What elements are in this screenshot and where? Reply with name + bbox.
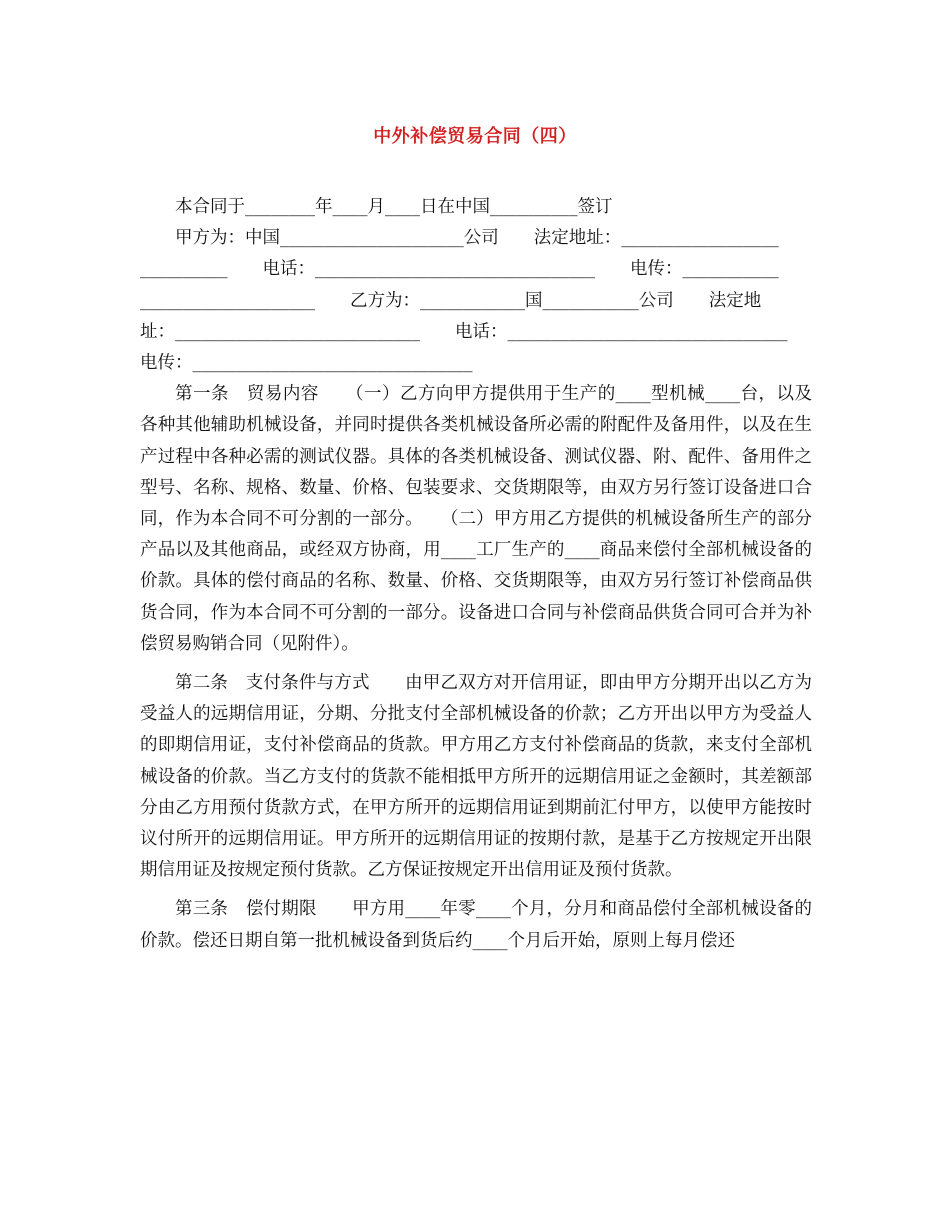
article-3: 第三条 偿付期限 甲方用____年零____个月，分月和商品偿付全部机械设备的价款。偿还日期自第一批机械设备到货后约____个月后开始，原则上每月偿还 — [140, 899, 812, 951]
preamble-line-3: __________ 电话：________________________________ 电传：___________ — [140, 259, 779, 280]
article-2: 第二条 支付条件与方式 由甲乙双方对开信用证，即由甲方分期开出以乙方为受益人的远期信用证，分期、分批支付全部机械设备的价款；乙方开出以甲方为受益人的即期信用证，支付补偿商品的货款。甲方用乙方支付补偿商品的货款，来支付全部机械设备的价款。当乙方支付的货款不能相抵甲方所开的远期信用证之金额时，其差额部分由乙方用预付货款方式，在甲方所开的远期信用证到期前汇付甲方，以使甲方能按时议付所开的远期信用证。甲方所开的远期信用证的按期付款，是基于乙方按规定开出限期信用证及按规定预付货款。乙方保证按规定开出信用证及预付货款。 — [140, 673, 812, 881]
preamble-line-4: ____________________ 乙方为：____________国___________公司 法定地 — [140, 290, 762, 311]
contract-body — [140, 192, 812, 957]
article-1: 第一条 贸易内容 （一）乙方向甲方提供用于生产的____型机械____台，以及各种其他辅助机械设备，并同时提供各类机械设备所必需的附配件及备用件，以及在生产过程中各种必需的测试仪器。具体的各类机械设备、测试仪器、附、配件、备用件之型号、名称、规格、数量、价格、包装要求、交货期限等，由双方另行签订设备进口合同，作为本合同不可分割的一部分。 （二）甲方用乙方提供的机械设备所生产的部分产品以及其他商品，或经双方协商，用____工厂生产的____商品来偿付全部机械设备的价款。具体的偿付商品的名称、数量、价格、交货期限等，由双方另行签订补偿商品供货合同，作为本合同不可分割的一部分。设备进口合同与补偿商品供货合同可合并为补偿贸易购销合同（见附件）。 — [140, 384, 812, 654]
document-title: 中外补偿贸易合同（四） — [373, 126, 577, 147]
preamble-line-5: 址：____________________________ 电话：________________________________ — [140, 321, 788, 342]
preamble-line-2: 甲方为：中国_____________________公司 法定地址：__________________ — [175, 228, 779, 249]
preamble-line-6: 电传：________________________________ — [140, 353, 473, 374]
preamble-line-1: 本合同于________年____月____日在中国__________签订 — [175, 197, 613, 217]
